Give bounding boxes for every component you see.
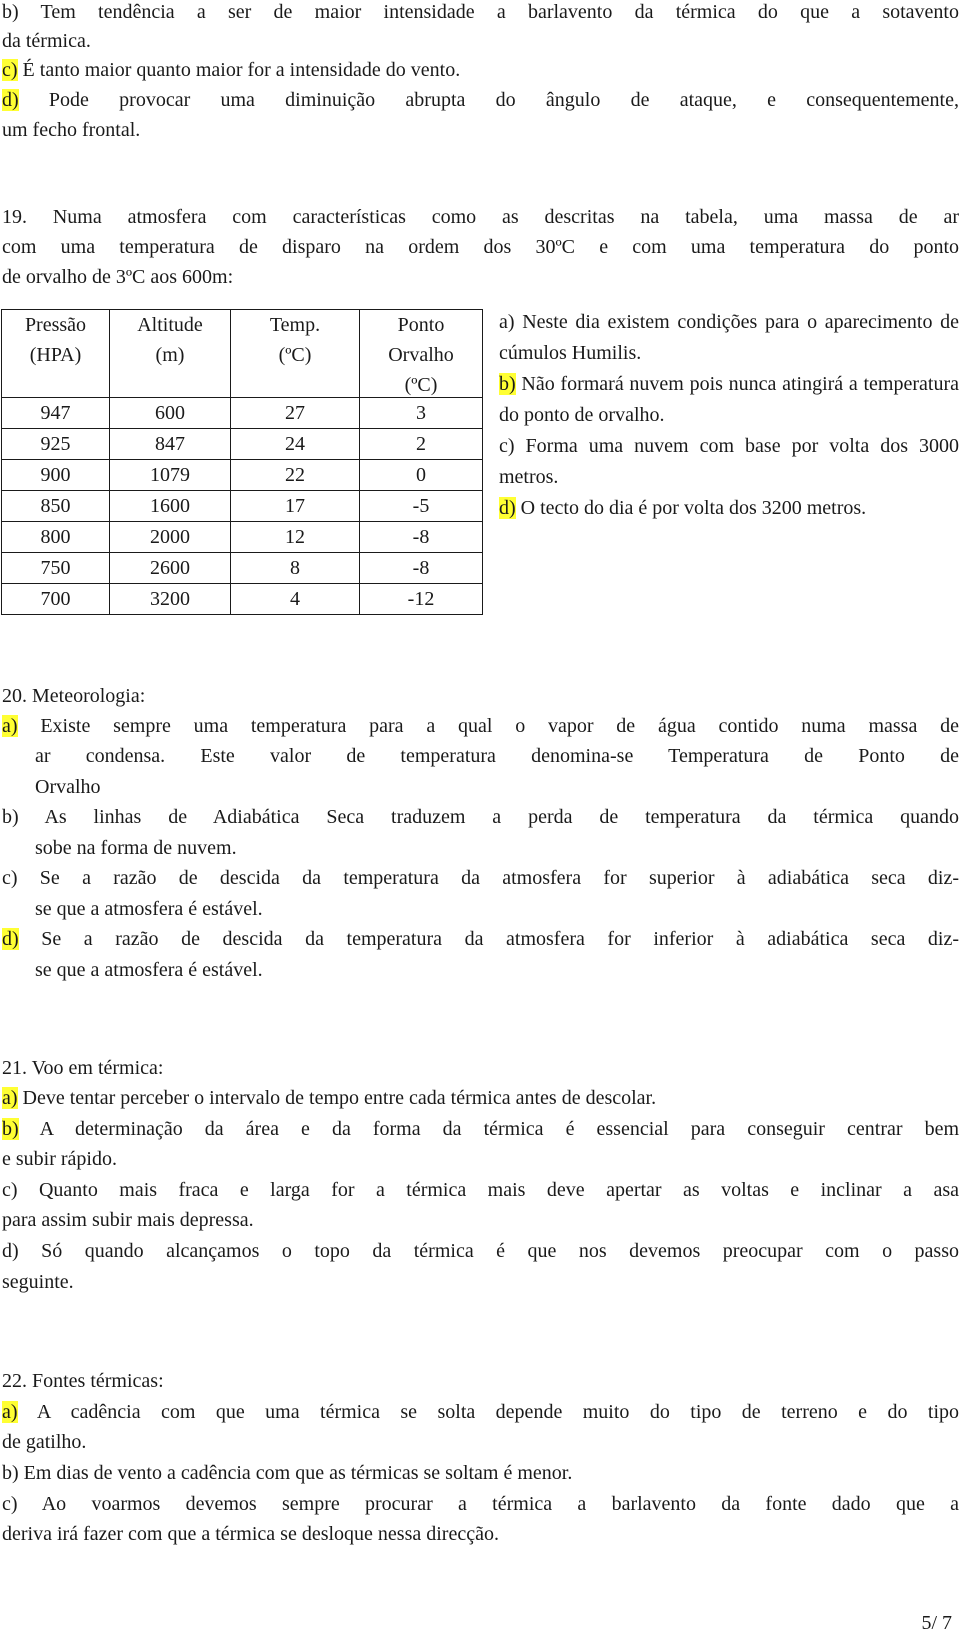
q20-option-a-line3: Orvalho <box>35 776 101 798</box>
q20-option-c-line1: c) Se a razão de descida da temperatura da atmosfera for superior à adiabática seca diz- <box>2 867 959 889</box>
q22-option-a-text: A cadência com que uma térmica se solta depende muito do tipo de terreno e do tipo <box>17 1401 959 1423</box>
table-cell: 8 <box>231 553 360 584</box>
q21-option-b-text: A determinação da área e da forma da térmica é essencial para conseguir centrar bem <box>18 1118 959 1140</box>
page-number: 5/ 7 <box>921 1612 952 1634</box>
q21-option-d-line2: seguinte. <box>2 1271 74 1293</box>
header-altitude <box>110 310 231 398</box>
table-cell: 1600 <box>110 491 231 522</box>
highlight-mark: a) <box>2 715 18 737</box>
q20-option-d-line1 <box>2 927 959 951</box>
q19-statement-line2: com uma temperatura de disparo na ordem dos 30ºC e com uma temperatura do ponto <box>2 236 959 258</box>
q22-option-c-line1: c) Ao voarmos devemos sempre procurar a térmica a barlavento da fonte dado que a <box>2 1493 959 1515</box>
header-text: Temp. <box>269 314 321 336</box>
table-cell: 0 <box>360 460 483 491</box>
table-row <box>2 491 483 522</box>
table-cell: -12 <box>360 584 483 615</box>
table-row <box>2 522 483 553</box>
table-cell: 900 <box>2 460 110 491</box>
header-dew-point <box>360 310 483 398</box>
header-text: Pressão <box>24 314 87 336</box>
table-cell: 2600 <box>110 553 231 584</box>
q22-title: 22. Fontes térmicas: <box>2 1370 164 1392</box>
table-row <box>2 429 483 460</box>
q19-option-d-text: O tecto do dia é por volta dos 3200 metros. <box>515 497 867 519</box>
table-cell: 24 <box>231 429 360 460</box>
q20-option-a-text: Existe sempre uma temperatura para a qual o vapor de água contido numa massa de <box>17 715 959 737</box>
table-cell: -5 <box>360 491 483 522</box>
table-cell: 925 <box>2 429 110 460</box>
q22-option-a-line2: de gatilho. <box>2 1431 87 1453</box>
header-temperature <box>231 310 360 398</box>
q22-option-a-line1 <box>2 1400 959 1424</box>
q18-option-d-text: Pode provocar uma diminuição abrupta do ângulo de ataque, e consequentemente, <box>18 89 959 111</box>
q20-option-b-line2: sobe na forma de nuvem. <box>35 837 237 859</box>
table-cell: 2 <box>360 429 483 460</box>
q20-option-c-line2: se que a atmosfera é estável. <box>35 898 263 920</box>
q21-option-d-line1: d) Só quando alcançamos o topo da térmica é que nos devemos preocupar com o passo <box>2 1240 959 1262</box>
table-cell: 17 <box>231 491 360 522</box>
header-text: (ºC) <box>404 374 438 396</box>
table-cell: 700 <box>2 584 110 615</box>
table-cell: 800 <box>2 522 110 553</box>
header-pressure <box>2 310 110 398</box>
header-text: Altitude <box>137 314 203 336</box>
table-cell: 847 <box>110 429 231 460</box>
highlight-mark: d) <box>2 89 19 111</box>
q19-statement-line1: 19. Numa atmosfera com características como as descritas na tabela, uma massa de ar <box>2 206 959 228</box>
q22-option-b: b) Em dias de vento a cadência com que as térmicas se soltam é menor. <box>2 1462 573 1484</box>
q21-option-c-line2: para assim subir mais depressa. <box>2 1209 254 1231</box>
header-text: Ponto <box>397 314 445 336</box>
q20-option-a-line2: ar condensa. Este valor de temperatura denomina-se Temperatura de Ponto de <box>35 745 959 767</box>
table-cell: 850 <box>2 491 110 522</box>
highlight-mark: b) <box>2 1118 19 1140</box>
table-cell: 12 <box>231 522 360 553</box>
table-row <box>2 398 483 429</box>
table-cell: 947 <box>2 398 110 429</box>
q19-option-d <box>499 493 959 524</box>
q21-option-c-line1: c) Quanto mais fraca e larga for a térmica mais deve apertar as voltas e inclinar a asa <box>2 1179 959 1201</box>
q21-option-a-text: Deve tentar perceber o intervalo de tempo entre cada térmica antes de descolar. <box>17 1087 657 1109</box>
table-cell: 3200 <box>110 584 231 615</box>
q20-option-b-line1: b) As linhas de Adiabática Seca traduzem a perda de temperatura da térmica quando <box>2 806 959 828</box>
header-text: (m) <box>155 344 185 366</box>
q18-option-c-text: É tanto maior quanto maior for a intensidade do vento. <box>17 59 461 81</box>
highlight-mark: d) <box>2 928 19 950</box>
highlight-mark: c) <box>2 59 18 81</box>
table-cell: -8 <box>360 522 483 553</box>
q20-option-a-line1 <box>2 714 959 738</box>
q21-option-b-line2: e subir rápido. <box>2 1148 117 1170</box>
q22-option-c-line2: deriva irá fazer com que a térmica se desloque nessa direcção. <box>2 1523 499 1545</box>
table-row <box>2 553 483 584</box>
q19-option-b <box>499 369 959 431</box>
q18-option-b-line2: da térmica. <box>2 30 91 52</box>
table-cell: 4 <box>231 584 360 615</box>
highlight-mark: d) <box>499 497 516 519</box>
table-row <box>2 584 483 615</box>
table-header-row <box>2 310 483 398</box>
header-text: (ºC) <box>278 344 312 366</box>
highlight-mark: a) <box>2 1401 18 1423</box>
table-cell: 22 <box>231 460 360 491</box>
q20-option-d-text: Se a razão de descida da temperatura da atmosfera for inferior à adiabática seca diz- <box>18 928 959 950</box>
table-cell: -8 <box>360 553 483 584</box>
table-cell: 1079 <box>110 460 231 491</box>
q21-option-b-line1 <box>2 1117 959 1141</box>
q19-option-a: a) Neste dia existem condições para o aparecimento de cúmulos Humilis. <box>499 311 959 364</box>
q18-option-d-line1 <box>2 88 959 112</box>
table-cell: 750 <box>2 553 110 584</box>
highlight-mark: a) <box>2 1087 18 1109</box>
q19-atmosphere-table <box>1 309 483 615</box>
table-cell: 2000 <box>110 522 231 553</box>
q20-option-d-line2: se que a atmosfera é estável. <box>35 959 263 981</box>
q18-option-c <box>2 58 460 82</box>
table-cell: 27 <box>231 398 360 429</box>
q18-option-b-line1: b) Tem tendência a ser de maior intensidade a barlavento da térmica do que a sotavento <box>2 1 959 23</box>
q18-option-d-line2: um fecho frontal. <box>2 119 141 141</box>
q20-title: 20. Meteorologia: <box>2 685 146 707</box>
q21-title: 21. Voo em térmica: <box>2 1057 164 1079</box>
header-text: (HPA) <box>29 344 82 366</box>
q19-options <box>499 307 959 524</box>
table-cell: 3 <box>360 398 483 429</box>
q19-option-c: c) Forma uma nuvem com base por volta dos 3000 metros. <box>499 435 959 488</box>
q21-option-a <box>2 1086 656 1110</box>
table-cell: 600 <box>110 398 231 429</box>
highlight-mark: b) <box>499 373 516 395</box>
table-row <box>2 460 483 491</box>
q19-statement-line3: de orvalho de 3ºC aos 600m: <box>2 266 234 288</box>
header-text: Orvalho <box>388 344 454 366</box>
q19-option-b-text: Não formará nuvem pois nunca atingirá a temperatura do ponto de orvalho. <box>499 373 959 426</box>
